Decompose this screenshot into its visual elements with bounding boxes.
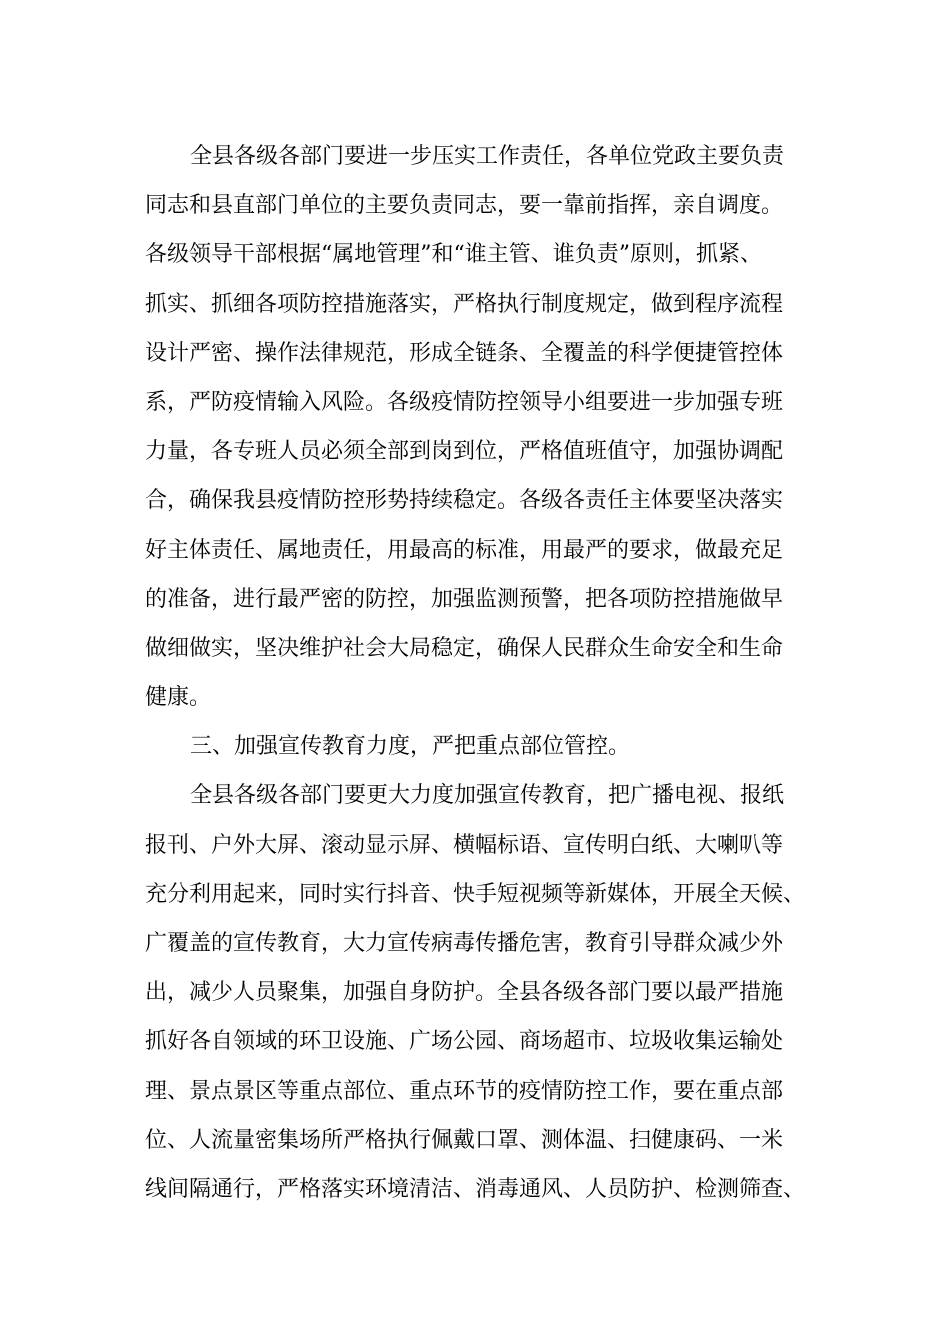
section-heading: 三、加强宣传教育力度，严把重点部位管控。 [190, 734, 631, 760]
paragraph-line: 理、景点景区等重点部位、重点环节的疫情防控工作，要在重点部 [145, 1078, 784, 1104]
paragraph-line: 出，减少人员聚集，加强自身防护。全县各级各部门要以最严措施 [145, 980, 784, 1006]
paragraph-line: 好主体责任、属地责任，用最高的标准，用最严的要求，做最充足 [145, 537, 784, 563]
paragraph-line: 抓实、抓细各项防控措施落实，严格执行制度规定，做到程序流程 [145, 291, 784, 317]
paragraph-line: 做细做实，坚决维护社会大局稳定，确保人民群众生命安全和生命 [145, 635, 784, 661]
paragraph-line: 充分利用起来，同时实行抖音、快手短视频等新媒体，开展全天候、 [145, 881, 806, 907]
body-text [145, 132, 825, 1214]
paragraph-line: 报刊、户外大屏、滚动显示屏、横幅标语、宣传明白纸、大喇叭等 [145, 832, 784, 858]
paragraph-line: 位、人流量密集场所严格执行佩戴口罩、测体温、扫健康码、一米 [145, 1127, 784, 1153]
paragraph-line: 力量，各专班人员必须全部到岗到位，严格值班值守，加强协调配 [145, 439, 784, 465]
paragraph-line: 设计严密、操作法律规范，形成全链条、全覆盖的科学便捷管控体 [145, 340, 784, 366]
paragraph-line: 广覆盖的宣传教育，大力宣传病毒传播危害，教育引导群众减少外 [145, 931, 784, 956]
paragraph-line: 健康。 [145, 685, 212, 711]
paragraph-line: 线间隔通行，严格落实环境清洁、消毒通风、人员防护、检测筛查、 [145, 1176, 806, 1202]
paragraph-line: 的准备，进行最严密的防控，加强监测预警，把各项防控措施做早 [145, 586, 784, 612]
paragraph-line: 全县各级各部门要更大力度加强宣传教育，把广播电视、报纸 [190, 783, 785, 809]
paragraph-line: 各级领导干部根据“属地管理”和“谁主管、谁负责”原则，抓紧、 [145, 242, 762, 268]
paragraph-line: 同志和县直部门单位的主要负责同志，要一靠前指挥，亲自调度。 [145, 193, 784, 219]
paragraph-line: 全县各级各部门要进一步压实工作责任，各单位党政主要负责 [190, 144, 785, 169]
paragraph-line: 抓好各自领域的环卫设施、广场公园、商场超市、垃圾收集运输处 [145, 1029, 784, 1055]
paragraph-line: 系，严防疫情输入风险。各级疫情防控领导小组要进一步加强专班 [145, 389, 784, 415]
paragraph-line: 合，确保我县疫情防控形势持续稳定。各级各责任主体要坚决落实 [145, 488, 784, 514]
